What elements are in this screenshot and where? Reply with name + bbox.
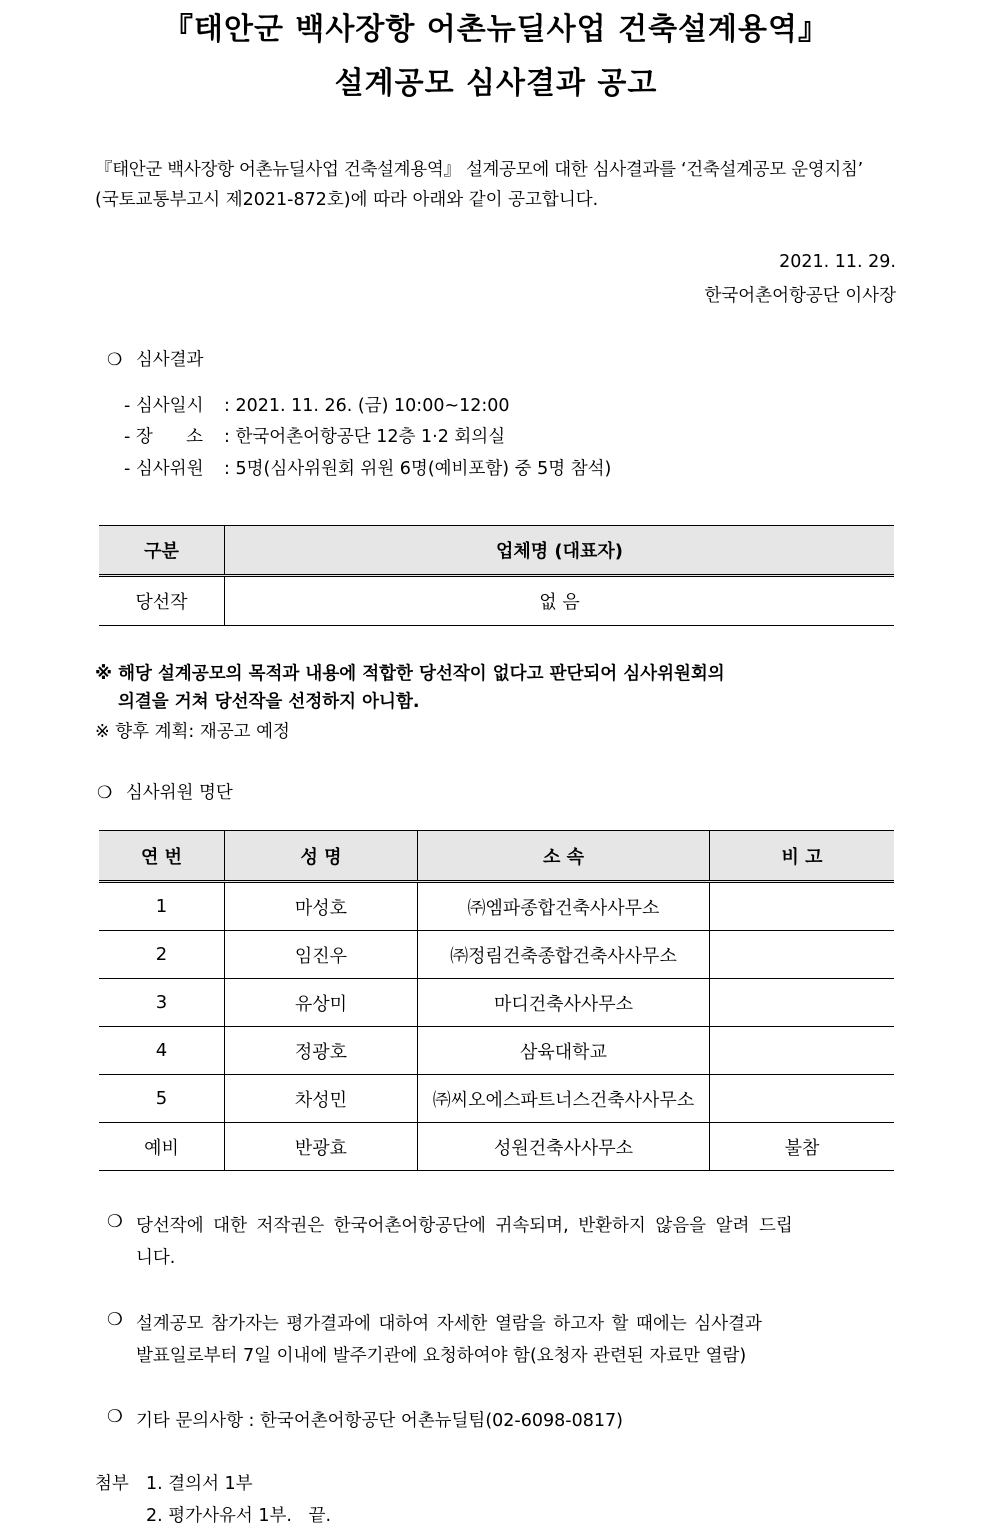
jury-cell-remark [710,931,895,979]
section-result-heading [107,346,203,371]
result-cell-company: 없 음 [225,576,895,626]
jury-cell-affiliation: 성원건축사사무소 [418,1123,710,1171]
jury-cell-remark [710,1027,895,1075]
jury-cell-affiliation: 마디건축사사무소 [418,979,710,1027]
jury-cell-no: 4 [99,1027,225,1075]
intro-line1: 『태안군 백사장항 어촌뉴딜사업 건축설계용역』 설계공모에 대한 심사결과를 ‘건축설계공모 운영지침’ [95,160,863,180]
review-line2: 발표일로부터 7일 이내에 발주기관에 요청하여야 함(요청자 관련된 자료만 열람) [136,1346,747,1366]
section-jury-heading [97,779,233,804]
jury-header-no: 연 번 [99,831,225,882]
jury-cell-name: 반광효 [225,1123,418,1171]
attachment-item-2: 2. 평가사유서 1부. 끝. [146,1506,332,1526]
jury-cell-no: 2 [99,931,225,979]
jury-cell-affiliation: ㈜정림건축종합건축사사무소 [418,931,710,979]
note-bold-line1: ※ 해당 설계공모의 목적과 내용에 적합한 당선작이 없다고 판단되어 심사위원회의 [95,664,725,684]
result-header-category: 구분 [99,526,225,576]
jury-cell-remark [710,882,895,931]
jury-cell-name: 마성호 [225,882,418,931]
jury-cell-remark [710,979,895,1027]
issue-date: 2021. 11. 29. [779,252,896,272]
note-plan: ※ 향후 계획: 재공고 예정 [95,722,290,742]
intro-line2: (국토교통부고시 제2021-872호)에 따라 아래와 같이 공고합니다. [95,190,599,210]
jury-table-row [99,1123,894,1171]
jury-cell-no: 1 [99,882,225,931]
result-table-row [99,576,894,626]
copyright-line1: 당선작에 대한 저작권은 한국어촌어항공단에 귀속되며, 반환하지 않음을 알려 드립 [136,1216,793,1236]
jury-table-row [99,931,894,979]
attachment-label: 첨부 [95,1474,129,1494]
contact-bullet-icon: ❍ [107,1407,123,1427]
section-result-title: 심사결과 [135,350,204,370]
jury-cell-no: 5 [99,1075,225,1123]
jury-table-row [99,1027,894,1075]
note-bold-line2: 의결을 거쳐 당선작을 선정하지 아니함. [118,692,420,712]
jury-cell-name: 차성민 [225,1075,418,1123]
jury-cell-remark: 불참 [710,1123,895,1171]
jury-cell-name: 임진우 [225,931,418,979]
contact-info: 기타 문의사항 : 한국어촌어항공단 어촌뉴딜팀(02-6098-0817) [136,1411,623,1431]
result-item-value: : 한국어촌어항공단 12층 1·2 회의실 [224,427,506,447]
result-table [99,525,894,626]
result-item-place [124,423,505,448]
result-item-value: : 2021. 11. 26. (금) 10:00~12:00 [224,396,510,416]
result-cell-category: 당선작 [99,576,225,626]
result-item-label: - 장 소 [124,427,204,447]
result-table-header [99,526,894,576]
result-item-date [124,392,510,417]
bullet-circle-icon: ❍ [97,783,113,803]
copyright-bullet-icon: ❍ [107,1212,123,1232]
jury-cell-no: 3 [99,979,225,1027]
document-title-line1: 『태안군 백사장항 어촌뉴딜사업 건축설계용역』 [163,12,829,47]
result-item-value: : 5명(심사위원회 위원 6명(예비포함) 중 5명 참석) [224,459,612,479]
jury-header-name: 성 명 [225,831,418,882]
jury-table-row [99,979,894,1027]
review-line1: 설계공모 참가자는 평가결과에 대하여 자세한 열람을 하고자 할 때에는 심사결과 [136,1314,762,1334]
jury-header-remark: 비 고 [710,831,895,882]
attachment-item-1: 1. 결의서 1부 [146,1474,253,1494]
review-bullet-icon: ❍ [107,1310,123,1330]
jury-cell-name: 유상미 [225,979,418,1027]
issuer-name: 한국어촌어항공단 이사장 [704,286,896,306]
jury-cell-affiliation: 삼육대학교 [418,1027,710,1075]
result-item-jury [124,455,611,480]
jury-header-affiliation: 소 속 [418,831,710,882]
result-item-label: - 심사위원 [124,459,204,479]
jury-cell-affiliation: ㈜엠파종합건축사사무소 [418,882,710,931]
jury-table [99,830,894,1171]
jury-cell-affiliation: ㈜씨오에스파트너스건축사사무소 [418,1075,710,1123]
jury-cell-remark [710,1075,895,1123]
bullet-circle-icon: ❍ [107,350,123,370]
result-header-company: 업체명 (대표자) [225,526,895,576]
jury-cell-no: 예비 [99,1123,225,1171]
result-item-label: - 심사일시 [124,396,204,416]
copyright-line2: 니다. [136,1248,176,1268]
jury-table-row [99,1075,894,1123]
document-title-line2: 설계공모 심사결과 공고 [334,66,658,101]
jury-table-header [99,831,894,882]
section-jury-title: 심사위원 명단 [125,783,233,803]
jury-cell-name: 정광호 [225,1027,418,1075]
jury-table-row [99,882,894,931]
